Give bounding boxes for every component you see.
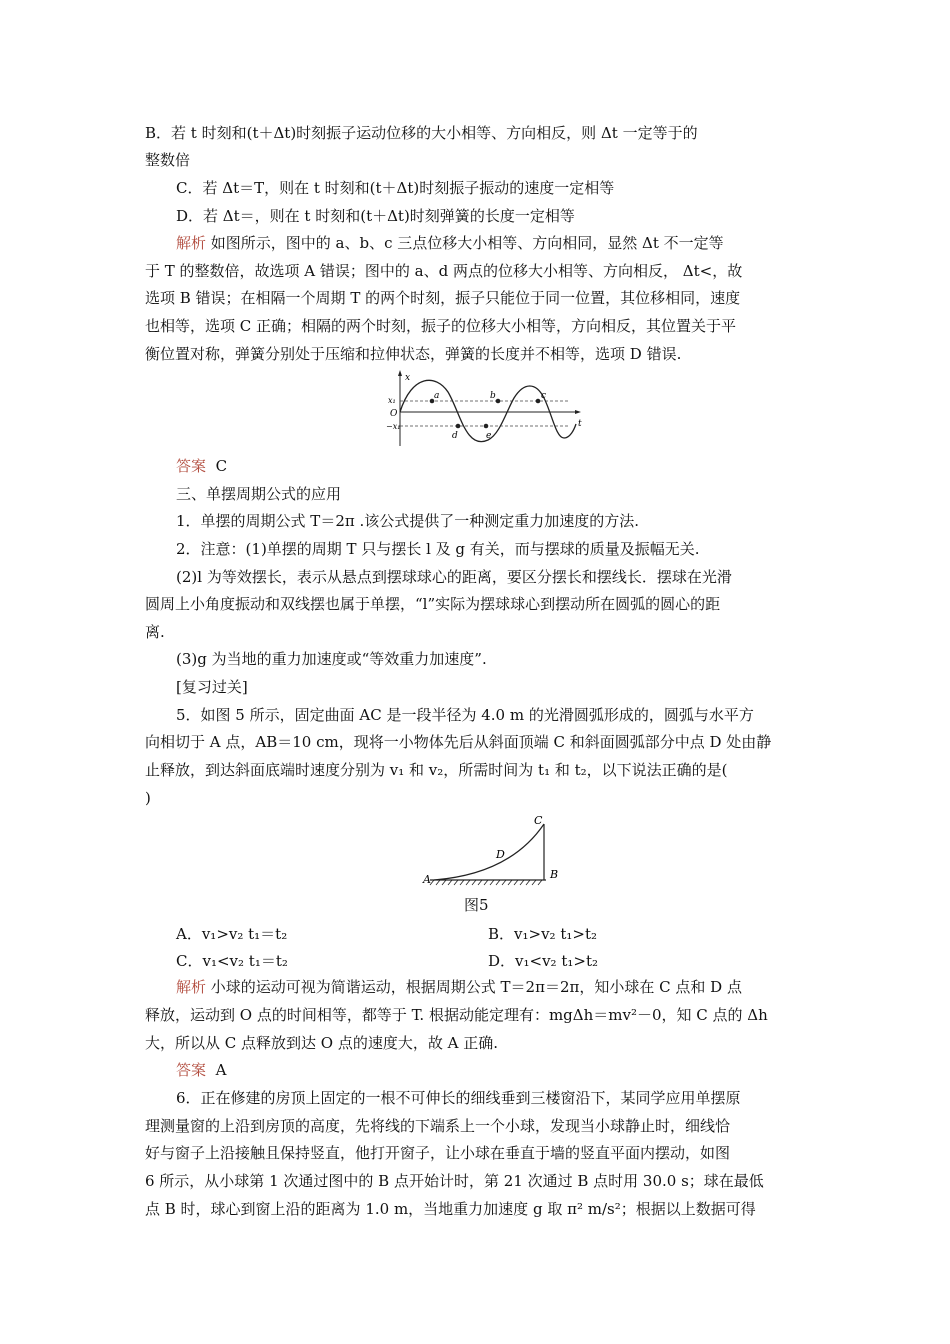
y-axis-arrow (398, 370, 402, 376)
section-title: 三、单摆周期公式的应用 (176, 485, 342, 503)
label-D: D (496, 848, 505, 861)
section-line-5: 离. (145, 623, 165, 641)
q5-option-a: A．v₁>v₂ t₁＝t₂ (176, 925, 288, 943)
ground-hatch (430, 880, 542, 885)
option-b-line2: 整数倍 (145, 151, 191, 169)
neg-x1-label: −x₁ (386, 422, 401, 431)
analysis-q5-line2: 释放，运动到 O 点的时间相等，都等于 T. 根据动能定理有：mgΔh＝mv²－0，知 C 点的 Δh (145, 1006, 768, 1024)
section-line-6: (3)g 为当地的重力加速度或“等效重力加速度”. (176, 650, 487, 668)
analysis-q4-line1: 解析 如图所示，图中的 a、b、c 三点位移大小相等、方向相同，显然 Δt 不一定等 (176, 234, 724, 252)
q5-option-d: D．v₁<v₂ t₁>t₂ (488, 952, 598, 970)
point-b-label: b (490, 391, 496, 401)
q5-line2: 向相切于 A 点，AB＝10 cm，现将一小物体先后从斜面顶端 C 和斜面圆弧部分中点 D 处由静 (145, 733, 772, 751)
q6-line2: 理测量窗的上沿到房顶的高度，先将线的下端系上一个小球，发现当小球静止时，细线恰 (145, 1117, 731, 1135)
point-d (456, 424, 461, 429)
section-line-1: 1．单摆的周期公式 T＝2π .该公式提供了一种测定重力加速度的方法. (176, 512, 640, 530)
t-axis-label: t (578, 419, 582, 429)
answer-q5-value: A (215, 1061, 227, 1079)
origin-label: O (390, 409, 398, 419)
answer-q5-label: 答案 (176, 1061, 207, 1079)
q6-line5: 点 B 时，球心到窗上沿的距离为 1.0 m，当地重力加速度 g 取 π² m/s²；根据以上数据可得 (145, 1200, 756, 1218)
answer-q4 (176, 456, 841, 476)
label-C: C (534, 814, 543, 827)
option-c: C．若 Δt＝T，则在 t 时刻和(t＋Δt)时刻振子振动的速度一定相等 (176, 179, 615, 197)
t-axis-arrow (575, 410, 581, 414)
point-b (496, 399, 501, 404)
answer-value: C (215, 457, 228, 475)
q6-line1: 6．正在修建的房顶上固定的一根不可伸长的细线垂到三楼窗沿下，某同学应用单摆原 (176, 1089, 741, 1107)
label-B: B (550, 868, 559, 881)
analysis-q5-line1: 解析 小球的运动可视为简谐运动，根据周期公式 T＝2π＝2π，知小球在 C 点和 D 点 (176, 978, 742, 996)
label-A: A (423, 873, 431, 886)
figure-5 (420, 812, 570, 888)
option-b-line1: B．若 t 时刻和(t＋Δt)时刻振子运动位移的大小相等、方向相反，则 Δt 一定等于的 (145, 124, 698, 142)
option-d: D．若 Δt＝，则在 t 时刻和(t＋Δt)时刻弹簧的长度一定相等 (176, 207, 575, 225)
analysis-q4-line3: 选项 B 错误；在相隔一个周期 T 的两个时刻，振子只能位于同一位置，其位移相同，速度 (145, 289, 741, 307)
analysis-q4-line5: 衡位置对称，弹簧分别处于压缩和拉伸状态，弹簧的长度并不相等，选项 D 错误. (145, 345, 682, 363)
analysis-label: 解析 (176, 234, 207, 252)
answer-q5 (176, 1060, 841, 1080)
q6-line4: 6 所示，从小球第 1 次通过图中的 B 点开始计时，第 21 次通过 B 点时用 30.0 s；球在最低 (145, 1172, 764, 1190)
point-e (484, 424, 489, 429)
point-c (536, 399, 541, 404)
figure-5-caption: 图5 (464, 896, 489, 914)
q6-line3: 好与窗子上沿接触且保持竖直，他打开窗子，让小球在垂直于墙的竖直平面内摆动，如图 (145, 1144, 731, 1162)
point-d-label: d (452, 431, 458, 441)
analysis-q5-label: 解析 (176, 978, 207, 996)
q5-line3: 止释放，到达斜面底端时速度分别为 v₁ 和 v₂，所需时间为 t₁ 和 t₂，以下说法正确的是( (145, 761, 728, 779)
review-heading: [复习过关] (176, 678, 248, 696)
q5-line1: 5．如图 5 所示，固定曲面 AC 是一段半径为 4.0 m 的光滑圆弧形成的，圆弧与水平方 (176, 706, 754, 724)
point-c-label: c (541, 391, 547, 401)
y-axis-label: x (405, 373, 411, 383)
answer-label: 答案 (176, 457, 207, 475)
point-a-label: a (434, 391, 440, 401)
q5-option-b: B．v₁>v₂ t₁>t₂ (488, 925, 597, 943)
section-line-3: (2)l 为等效摆长，表示从悬点到摆球球心的距离，要区分摆长和摆线长．摆球在光滑 (176, 568, 732, 586)
point-e-label: e (486, 431, 492, 441)
x1-label: x₁ (388, 396, 396, 405)
analysis-q4-line4: 也相等，选项 C 正确；相隔的两个时刻，振子的位移大小相等，方向相反，其位置关于平 (145, 317, 737, 335)
arc-AC (434, 824, 544, 880)
section-line-4: 圆周上小角度振动和双线摆也属于单摆，“l”实际为摆球球心到摆动所在圆弧的圆心的距 (145, 595, 721, 613)
analysis-q5-line3: 大，所以从 C 点释放到达 O 点的速度大，故 A 正确. (145, 1034, 498, 1052)
analysis-q4-line2: 于 T 的整数倍，故选项 A 错误；图中的 a、d 两点的位移大小相等、方向相反， Δt<，故 (145, 262, 743, 280)
oscillation-graph (388, 368, 588, 450)
section-line-2: 2．注意：(1)单摆的周期 T 只与摆长 l 及 g 有关，而与摆球的质量及振幅无关. (176, 540, 700, 558)
q5-line4: ) (145, 789, 151, 807)
q5-option-c: C．v₁<v₂ t₁＝t₂ (176, 952, 288, 970)
